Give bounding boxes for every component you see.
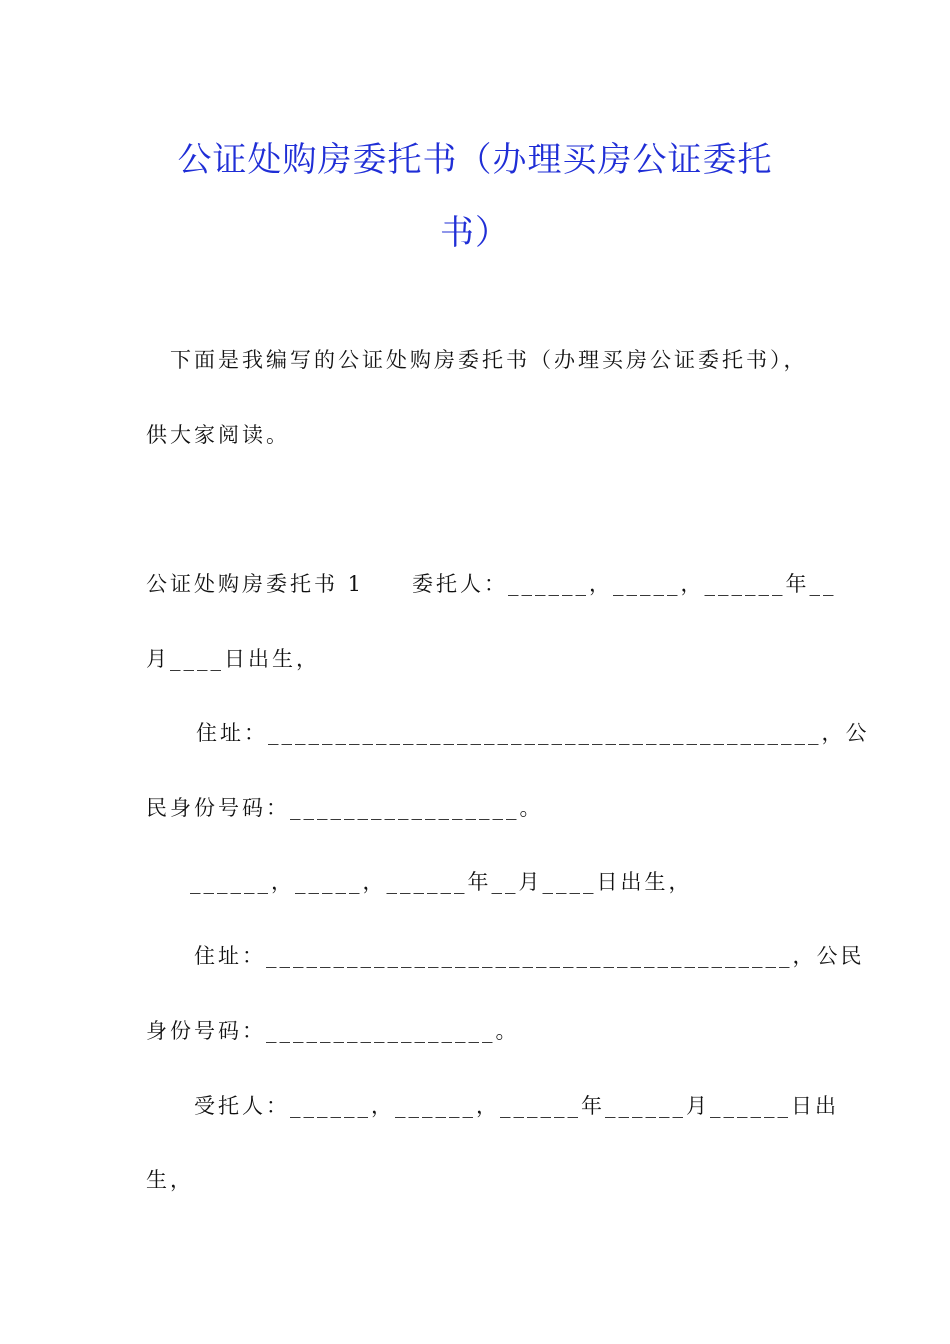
- intro-line-1: 下面是我编写的公证处购房委托书（办理买房公证委托书），: [170, 348, 808, 372]
- body-line: 生，: [146, 1168, 194, 1192]
- intro-line-2: 供大家阅读。: [146, 423, 290, 447]
- body-line: 月____日出生，: [146, 647, 320, 671]
- principal-heading-line: 公证处购房委托书 1 委托人：______，_____，______年__: [146, 572, 837, 596]
- agent-line: 受托人：______，______，______年______月______日出: [194, 1094, 839, 1118]
- title-line-1: 公证处购房委托书（办理买房公证委托: [177, 140, 773, 180]
- address-line-2: 住址：_______________________________________，公民: [194, 944, 865, 968]
- address-line-1: 住址：_________________________________________，公: [196, 721, 870, 745]
- title-line-2: 书）: [440, 213, 510, 253]
- id-number-line-2: 身份号码：_________________。: [146, 1019, 520, 1043]
- principal-2-birth-line: ______，_____，______年__月____日出生，: [190, 870, 693, 894]
- id-number-line-1: 民身份号码：_________________。: [146, 796, 544, 820]
